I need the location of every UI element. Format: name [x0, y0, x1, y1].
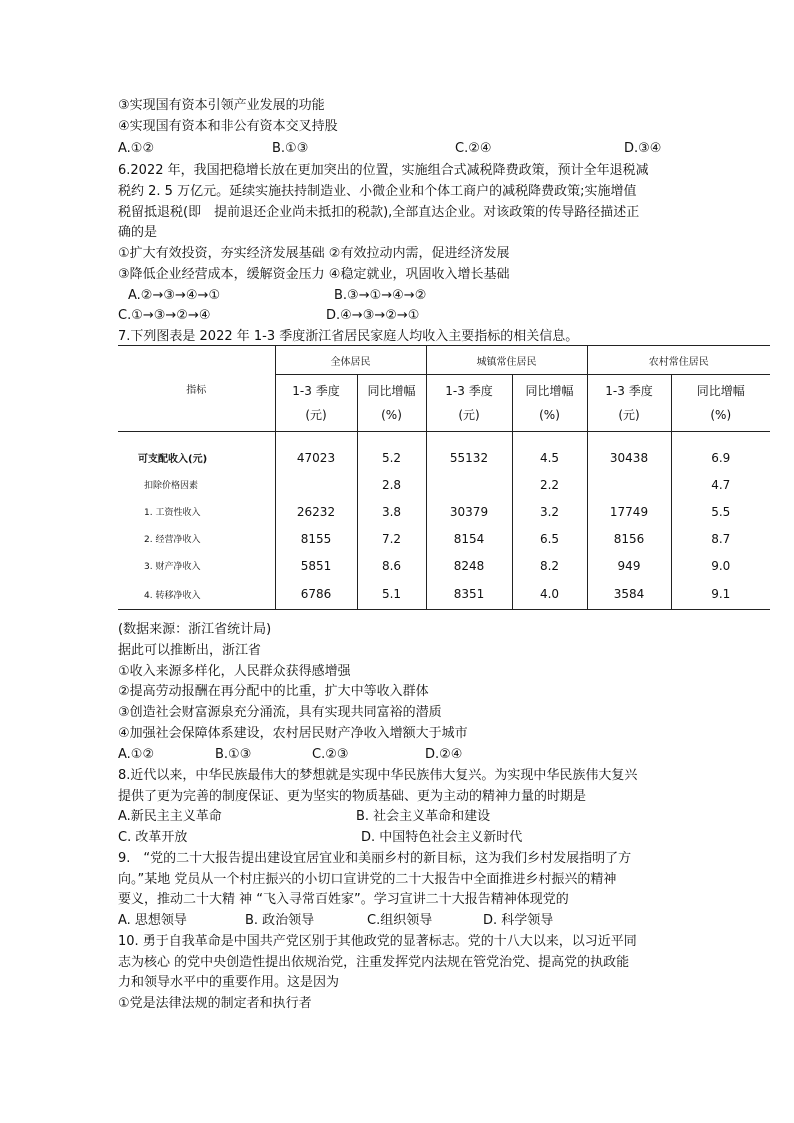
table-row: [118, 579, 770, 610]
table-cell: 4.0: [512, 579, 587, 610]
table-cell: 4.5: [512, 432, 587, 472]
table-cell: 8.2: [512, 552, 587, 579]
table-cell: 3.8: [357, 498, 426, 525]
table-cell: 7.2: [357, 525, 426, 552]
group-header-urban: 城镇常住居民: [426, 346, 587, 375]
table-cell: 5.1: [357, 579, 426, 610]
col-header-growth: 同比增幅 (%): [512, 375, 587, 432]
table-cell: 3.2: [512, 498, 587, 525]
q9-stem-line: 要义，推动二十大精 神 “飞入寻常百姓家”。学习宣讲二十大报告精神体现党的: [118, 892, 569, 907]
income-table: [118, 345, 770, 610]
table-cell: 5.2: [357, 432, 426, 472]
q6-stem-line: 确的是: [118, 225, 158, 240]
q7-option-c: C.②③: [312, 747, 349, 762]
group-header-rural: 农村常住居民: [587, 346, 770, 375]
indicator-header: 指标: [118, 346, 275, 432]
row-label: 可支配收入(元): [138, 454, 208, 465]
q7-lead: 据此可以推断出，浙江省: [118, 643, 262, 658]
table-cell: [587, 471, 671, 498]
row-label: 扣除价格因素: [144, 481, 199, 491]
table-cell: 8154: [426, 525, 512, 552]
table-cell: 5851: [275, 552, 357, 579]
q9-option-c: C.组织领导: [367, 913, 433, 928]
q5-item-4: ④实现国有资本和非公有资本交叉持股: [118, 119, 338, 134]
table-cell: 47023: [275, 432, 357, 472]
col-header-growth: 同比增幅 (%): [357, 375, 426, 432]
col-header-value: 1-3 季度 (元): [426, 375, 512, 432]
table-cell: 30438: [587, 432, 671, 472]
q7-stem: 7.下列图表是 2022 年 1-3 季度浙江省居民家庭人均收入主要指标的相关信息。: [118, 329, 579, 344]
table-row: [118, 525, 770, 552]
q7-option-d: D.②④: [425, 747, 463, 762]
table-cell: 949: [587, 552, 671, 579]
q10-stem-line: 10. 勇于自我革命是中国共产党区别于其他政党的显著标志。党的十八大以来，以习近平同: [118, 934, 637, 949]
q6-stem-line: 6.2022 年，我国把稳增长放在更加突出的位置，实施组合式减税降费政策，预计全年退税减: [118, 163, 649, 178]
q7-item: ③创造社会财富源泉充分涌流，具有实现共同富裕的潜质: [118, 705, 442, 720]
q6-stem-line: 税留抵退税(即 提前退还企业尚未抵扣的税款),全部直达企业。对该政策的传导路径描述正: [118, 205, 640, 220]
table-cell: 6.5: [512, 525, 587, 552]
q10-item: ①党是法律法规的制定者和执行者: [118, 996, 312, 1011]
table-cell: 3584: [587, 579, 671, 610]
q6-option-a: A.②→③→④→①: [128, 288, 221, 303]
q10-stem-line: 力和领导水平中的重要作用。这是因为: [118, 975, 340, 990]
table-row: [118, 471, 770, 498]
q6-items-line: ①扩大有效投资，夯实经济发展基础 ②有效拉动内需，促进经济发展: [118, 246, 510, 261]
q7-option-a: A.①②: [118, 747, 155, 762]
table-cell: 4.7: [671, 471, 770, 498]
q7-option-b: B.①③: [215, 747, 252, 762]
q5-option-b: B.①③: [272, 141, 309, 156]
col-header-growth: 同比增幅 (%): [671, 375, 770, 432]
col-header-value: 1-3 季度 (元): [587, 375, 671, 432]
table-cell: 55132: [426, 432, 512, 472]
table-cell: 8351: [426, 579, 512, 610]
q7-item: ④加强社会保障体系建设，农村居民财产净收入增额大于城市: [118, 726, 468, 741]
q10-stem-line: 志为核心 的党中央创造性提出依规治党，注重发挥党内法规在管党治党、提高党的执政能: [118, 955, 630, 970]
q8-stem-line: 8.近代以来，中华民族最伟大的梦想就是实现中华民族伟大复兴。为实现中华民族伟大复兴: [118, 768, 638, 783]
q8-option-c: C. 改革开放: [118, 830, 188, 845]
table-cell: 8156: [587, 525, 671, 552]
q5-item-3: ③实现国有资本引领产业发展的功能: [118, 98, 325, 113]
q7-item: ①收入来源多样化，人民群众获得感增强: [118, 664, 351, 679]
table-cell: 8.7: [671, 525, 770, 552]
table-row: [118, 552, 770, 579]
q8-option-a: A.新民主主义革命: [118, 809, 222, 824]
q6-option-b: B.③→①→④→②: [334, 288, 427, 303]
table-cell: 2.8: [357, 471, 426, 498]
q9-option-b: B. 政治领导: [245, 913, 315, 928]
q6-option-d: D.④→③→②→①: [326, 308, 420, 323]
q7-item: ②提高劳动报酬在再分配中的比重，扩大中等收入群体: [118, 684, 429, 699]
q7-source: (数据来源：浙江省统计局): [118, 622, 272, 637]
group-header-all: 全体居民: [275, 346, 426, 375]
q9-option-d: D. 科学领导: [483, 913, 554, 928]
q5-option-a: A.①②: [118, 141, 155, 156]
q5-option-c: C.②④: [455, 141, 492, 156]
q9-stem-line: 9. “党的二十大报告提出建设宜居宜业和美丽乡村的新目标，这为我们乡村发展指明了方: [118, 851, 632, 866]
table-cell: 9.0: [671, 552, 770, 579]
table-row: [118, 498, 770, 525]
q9-stem-line: 向。”某地 党员从一个村庄振兴的小切口宣讲党的二十大报告中全面推进乡村振兴的精神: [118, 872, 617, 887]
table-cell: 8248: [426, 552, 512, 579]
row-label: 2. 经营净收入: [144, 535, 201, 545]
table-cell: 30379: [426, 498, 512, 525]
table-cell: [426, 471, 512, 498]
q6-items-line: ③降低企业经营成本，缓解资金压力 ④稳定就业，巩固收入增长基础: [118, 267, 510, 282]
table-cell: [275, 471, 357, 498]
table-cell: 17749: [587, 498, 671, 525]
q8-stem-line: 提供了更为完善的制度保证、更为坚实的物质基础、更为主动的精神力量的时期是: [118, 789, 587, 804]
table-cell: 6.9: [671, 432, 770, 472]
table-cell: 2.2: [512, 471, 587, 498]
table-cell: 5.5: [671, 498, 770, 525]
q8-option-b: B. 社会主义革命和建设: [356, 809, 491, 824]
q6-option-c: C.①→③→②→④: [118, 308, 211, 323]
row-label: 3. 财产净收入: [144, 562, 201, 572]
table-cell: 8155: [275, 525, 357, 552]
table-cell: 26232: [275, 498, 357, 525]
table-cell: 8.6: [357, 552, 426, 579]
row-label: 4. 转移净收入: [118, 579, 275, 610]
col-header-value: 1-3 季度 (元): [275, 375, 357, 432]
row-label: 1. 工资性收入: [144, 508, 201, 518]
q9-option-a: A. 思想领导: [118, 913, 187, 928]
table-cell: 6786: [275, 579, 357, 610]
q8-option-d: D. 中国特色社会主义新时代: [361, 830, 523, 845]
q5-option-d: D.③④: [624, 141, 662, 156]
q6-stem-line: 税约 2. 5 万亿元。延续实施扶持制造业、小微企业和个体工商户的减税降费政策;实施增值: [118, 184, 637, 199]
table-cell: 9.1: [671, 579, 770, 610]
table-row: [118, 432, 770, 472]
